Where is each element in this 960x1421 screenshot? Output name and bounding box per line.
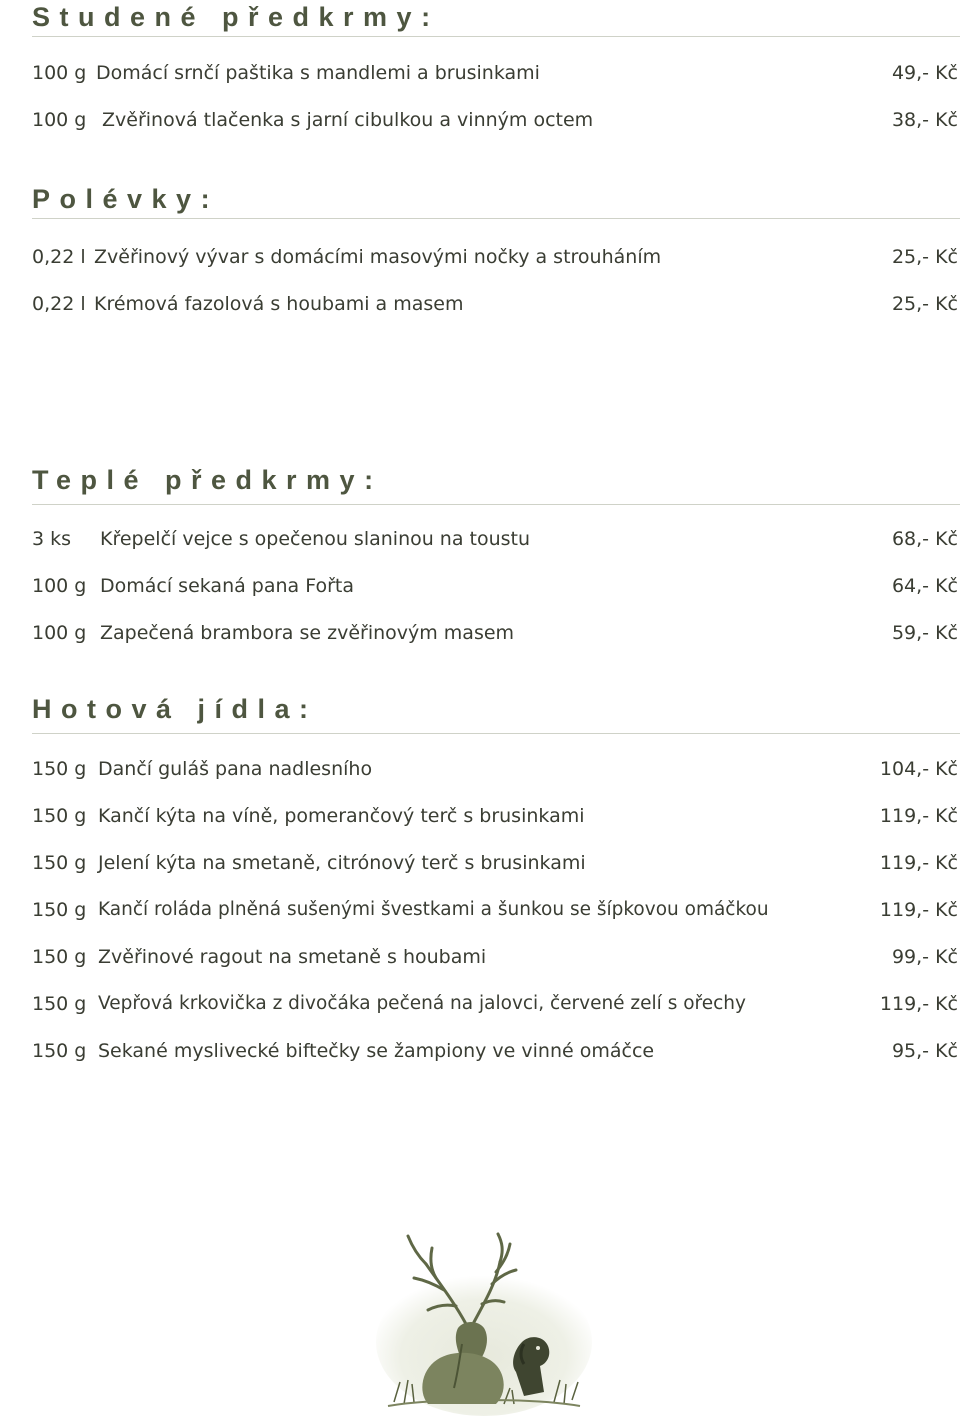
item-name: Dančí guláš pana nadlesního: [98, 758, 373, 780]
item-name: Jelení kýta na smetaně, citrónový terč s brusinkami: [98, 852, 586, 874]
item-price: 104,- Kč: [879, 758, 958, 780]
menu-item: [32, 575, 958, 605]
item-price: 49,- Kč: [891, 62, 958, 84]
menu-item: [32, 293, 958, 323]
menu-item: [32, 62, 958, 92]
item-quantity: 0,22 l: [32, 246, 86, 268]
item-name: Zvěřinový vývar s domácími masovými nočky a strouháním: [94, 246, 662, 268]
item-price: 68,- Kč: [891, 528, 958, 550]
item-quantity: 0,22 l: [32, 293, 86, 315]
menu-item: [32, 246, 958, 276]
item-name: Domácí srnčí paštika s mandlemi a brusinkami: [96, 62, 540, 84]
item-price: 25,- Kč: [891, 293, 958, 315]
item-price: 25,- Kč: [891, 246, 958, 268]
item-quantity: 150 g: [32, 758, 87, 780]
menu-item: [32, 758, 958, 788]
item-quantity: 3 ks: [32, 528, 72, 550]
item-quantity: 100 g: [32, 622, 87, 644]
menu-item: [32, 109, 958, 139]
item-quantity: 100 g: [32, 109, 87, 131]
item-name: Zvěřinová tlačenka s jarní cibulkou a vinným octem: [102, 109, 594, 131]
item-quantity: 150 g: [32, 852, 87, 874]
item-quantity: 150 g: [32, 1040, 87, 1062]
item-name: Zapečená brambora se zvěřinovým masem: [100, 622, 515, 644]
item-name: Kančí kýta na víně, pomerančový terč s brusinkami: [98, 805, 585, 827]
menu-item: [32, 993, 958, 1023]
menu-item: [32, 622, 958, 652]
item-price: 119,- Kč: [879, 805, 958, 827]
item-price: 119,- Kč: [879, 899, 958, 921]
section-title-cold-starters: Studené předkrmy:: [32, 2, 440, 32]
item-price: 95,- Kč: [891, 1040, 958, 1062]
item-quantity: 100 g: [32, 62, 87, 84]
menu-item: [32, 1040, 958, 1070]
item-quantity: 150 g: [32, 946, 87, 968]
item-quantity: 150 g: [32, 899, 87, 921]
item-name: Domácí sekaná pana Fořta: [100, 575, 355, 597]
item-quantity: 150 g: [32, 993, 87, 1015]
item-name: Sekané myslivecké biftečky se žampiony ve vinné omáčce: [98, 1040, 655, 1062]
menu-item: [32, 528, 958, 558]
item-price: 119,- Kč: [879, 993, 958, 1015]
item-price: 99,- Kč: [891, 946, 958, 968]
deer-and-dog-illustration-icon: [374, 1232, 594, 1417]
section-title-main-dishes: Hotová jídla:: [32, 694, 318, 724]
item-name: Zvěřinové ragout na smetaně s houbami: [98, 946, 487, 968]
menu-item: [32, 852, 958, 882]
section-divider: [32, 218, 960, 219]
item-name: Vepřová krkovička z divočáka pečená na jalovci, červené zelí s ořechy: [98, 993, 746, 1014]
item-name: Krémová fazolová s houbami a masem: [94, 293, 464, 315]
menu-item: [32, 805, 958, 835]
item-price: 38,- Kč: [891, 109, 958, 131]
menu-item: [32, 899, 958, 929]
item-name: Kančí roláda plněná sušenými švestkami a šunkou se šípkovou omáčkou: [98, 899, 769, 920]
item-price: 59,- Kč: [891, 622, 958, 644]
menu-item: [32, 946, 958, 976]
item-quantity: 100 g: [32, 575, 87, 597]
item-price: 119,- Kč: [879, 852, 958, 874]
item-name: Křepelčí vejce s opečenou slaninou na toustu: [100, 528, 531, 550]
section-divider: [32, 36, 960, 37]
section-divider: [32, 504, 960, 505]
item-quantity: 150 g: [32, 805, 87, 827]
item-price: 64,- Kč: [891, 575, 958, 597]
section-title-warm-starters: Teplé předkrmy:: [32, 465, 383, 495]
section-title-soups: Polévky:: [32, 184, 220, 214]
section-divider: [32, 733, 960, 734]
